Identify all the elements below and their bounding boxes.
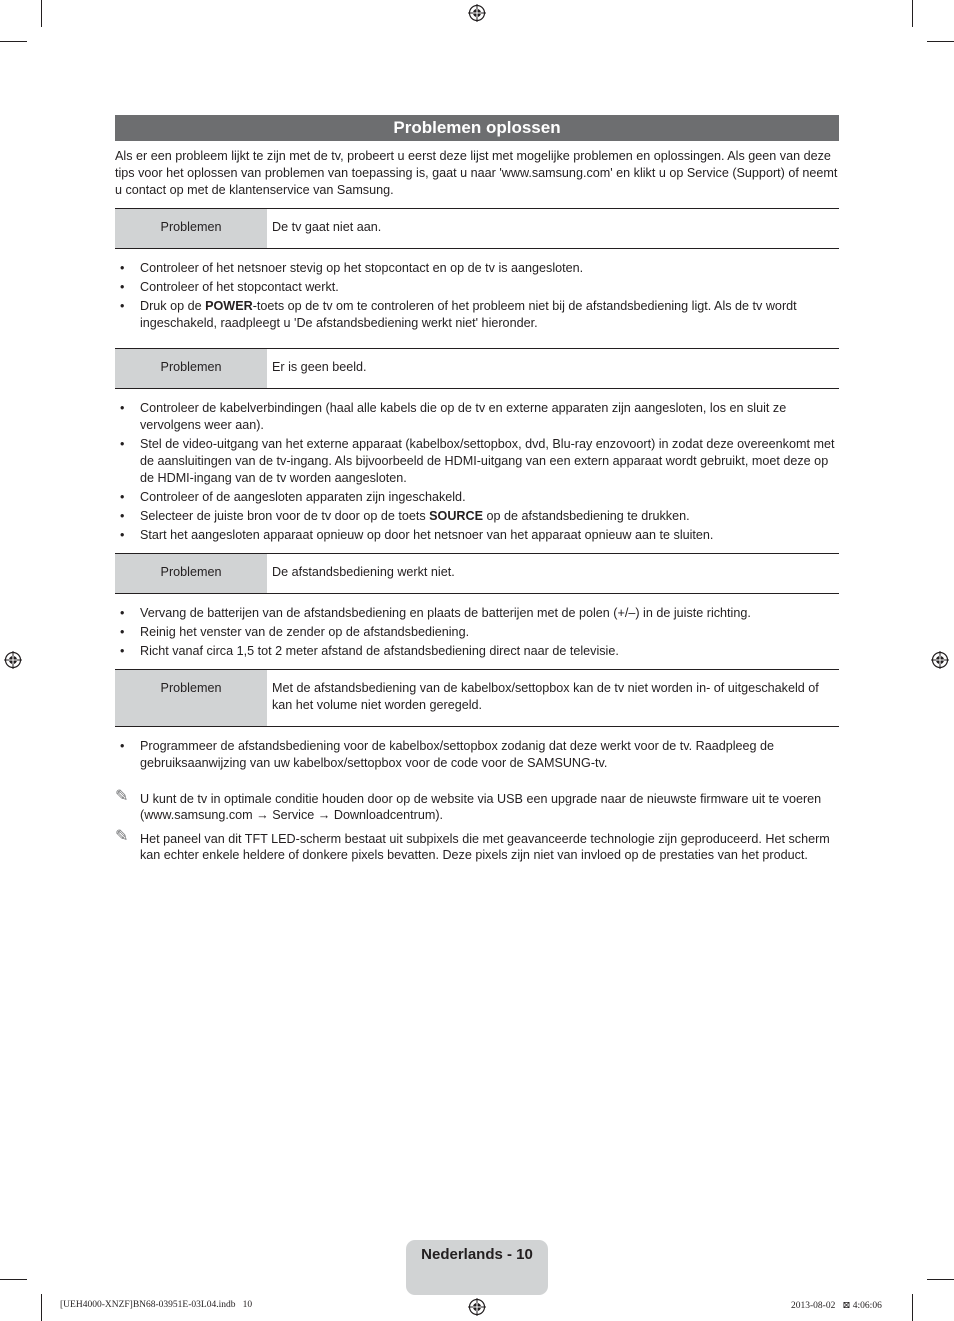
note-text: U kunt de tv in optimale conditie houden door op de website via USB een upgrade naar de nieuwste firmware uit te voeren (www.samsung.com → Service → Downloadcentrum). [140, 792, 822, 822]
list-item: • Controleer of het netsnoer stevig op het stopcontact en op de tv is aangesloten. [120, 261, 584, 275]
problem-label: Problemen [115, 209, 267, 248]
crop-mark [0, 41, 27, 42]
bullet-icon: • [120, 299, 125, 313]
intro-paragraph: Als er een probleem lijkt te zijn met de tv, probeert u eerst deze lijst met mogelijke problemen en oplossingen. Als geen van deze tips voor het oplossen van problemen van toepassing is, gaat u naar 'www.samsung.com' en klikt u op Service (Support) of neemt u contact op met de klantenservice van Samsung. [115, 149, 838, 197]
solution-list [115, 400, 839, 544]
bullet-icon: • [120, 528, 125, 542]
crop-mark [927, 1279, 954, 1280]
problem-label: Problemen [115, 670, 267, 726]
problem-description: Er is geen beeld. [272, 360, 367, 374]
list-item: • Druk op de POWER-toets op de tv om te controleren of het probleem niet bij de afstandsbediening ligt. Als de tv wordt ingeschakeld, raadpleegt u 'De afstandsbediening werkt niet' hieronder. [120, 299, 797, 330]
problem-description: De afstandsbediening werkt niet. [272, 565, 455, 579]
problem-section [115, 553, 839, 660]
problem-table [115, 553, 839, 594]
problem-table [115, 208, 839, 249]
bullet-icon: • [120, 490, 125, 504]
note-text: Het paneel van dit TFT LED-scherm bestaat uit subpixels die met geavanceerde technologie zijn geproduceerd. Het scherm kan echter enkele heldere of donkere pixels bevatten. Deze pixels zijn niet van invloed op de prestaties van het product. [140, 832, 830, 862]
crop-mark [927, 41, 954, 42]
button-name: POWER [205, 299, 253, 313]
page-content [115, 115, 839, 863]
bullet-icon: • [120, 437, 125, 451]
crop-mark [912, 0, 913, 27]
list-item: • Start het aangesloten apparaat opnieuw op door het netsnoer van het apparaat opnieuw aan te sluiten. [120, 528, 714, 542]
problem-description: Met de afstandsbediening van de kabelbox/settopbox kan de tv niet worden in- of uitgeschakeld of kan het volume niet worden geregeld. [272, 681, 819, 712]
bullet-icon: • [120, 280, 125, 294]
problem-section [115, 669, 839, 772]
registration-crosshair-icon [4, 651, 22, 669]
list-item: • Controleer of het stopcontact werkt. [120, 280, 339, 294]
problem-table [115, 348, 839, 389]
bullet-icon: • [120, 261, 125, 275]
bullet-icon: • [120, 401, 125, 415]
crop-mark [912, 1294, 913, 1321]
list-item: • Controleer de kabelverbindingen (haal alle kabels die op de tv en externe apparaten zijn aangesloten, los en sluit ze vervolgens weer aan). [120, 401, 787, 432]
bullet-icon: • [120, 509, 125, 523]
registration-crosshair-icon [468, 4, 486, 22]
bullet-icon: • [120, 644, 125, 658]
print-slug-left: [UEH4000-XNZF]BN68-03951E-03L04.indb 10 [60, 1300, 253, 1310]
problem-section [115, 208, 839, 332]
problem-description: De tv gaat niet aan. [272, 220, 382, 234]
solution-list [115, 260, 839, 332]
button-name: SOURCE [429, 509, 484, 523]
page-number-tab [406, 1240, 548, 1295]
problem-table [115, 669, 839, 727]
problem-section [115, 348, 839, 544]
bullet-icon: • [120, 606, 125, 620]
list-item: • Selecteer de juiste bron voor de tv door op de toets SOURCE op de afstandsbediening te drukken. [120, 509, 690, 523]
crop-mark [41, 0, 42, 27]
registration-crosshair-icon [931, 651, 949, 669]
list-item: • Reinig het venster van de zender op de afstandsbediening. [120, 625, 470, 639]
note-pencil-icon: ✎ [115, 788, 129, 805]
print-slug-right: 2013-08-02 ⊠ 4:06:06 [791, 1301, 882, 1311]
list-item: • Controleer of de aangesloten apparaten zijn ingeschakeld. [120, 490, 466, 504]
solution-list [115, 738, 839, 772]
page-number: Nederlands - 10 [421, 1246, 533, 1263]
crop-mark [41, 1294, 42, 1321]
problem-label: Problemen [115, 349, 267, 388]
registration-crosshair-icon [468, 1298, 486, 1316]
list-item: • Programmeer de afstandsbediening voor de kabelbox/settopbox zodanig dat deze werkt voor de tv. Raadpleeg de gebruiksaanwijzing van uw kabelbox/settopbox voor de code voor de SAMSUNG-tv. [120, 739, 775, 770]
bullet-icon: • [120, 625, 125, 639]
bullet-icon: • [120, 739, 125, 753]
note [115, 828, 839, 863]
list-item: • Stel de video-uitgang van het externe apparaat (kabelbox/settopbox, dvd, Blu-ray enzovoort) in zodat deze overeenkomt met de aansluitingen van de tv-ingang. Als bijvoorbeeld de HDMI-uitgang van een extern apparaat wordt gebruikt, moet deze op de HDMI-ingang van de tv worden aangesloten. [120, 437, 835, 485]
crop-mark [0, 1279, 27, 1280]
note-pencil-icon: ✎ [115, 828, 129, 846]
list-item: • Vervang de batterijen van de afstandsbediening en plaats de batterijen met de polen (+/–) in de juiste richting. [120, 606, 751, 620]
problem-label: Problemen [115, 554, 267, 593]
note [115, 788, 839, 823]
list-item: • Richt vanaf circa 1,5 tot 2 meter afstand de afstandsbediening direct naar de televisie. [120, 644, 619, 658]
solution-list [115, 605, 839, 660]
page-title: Problemen oplossen [115, 115, 839, 141]
